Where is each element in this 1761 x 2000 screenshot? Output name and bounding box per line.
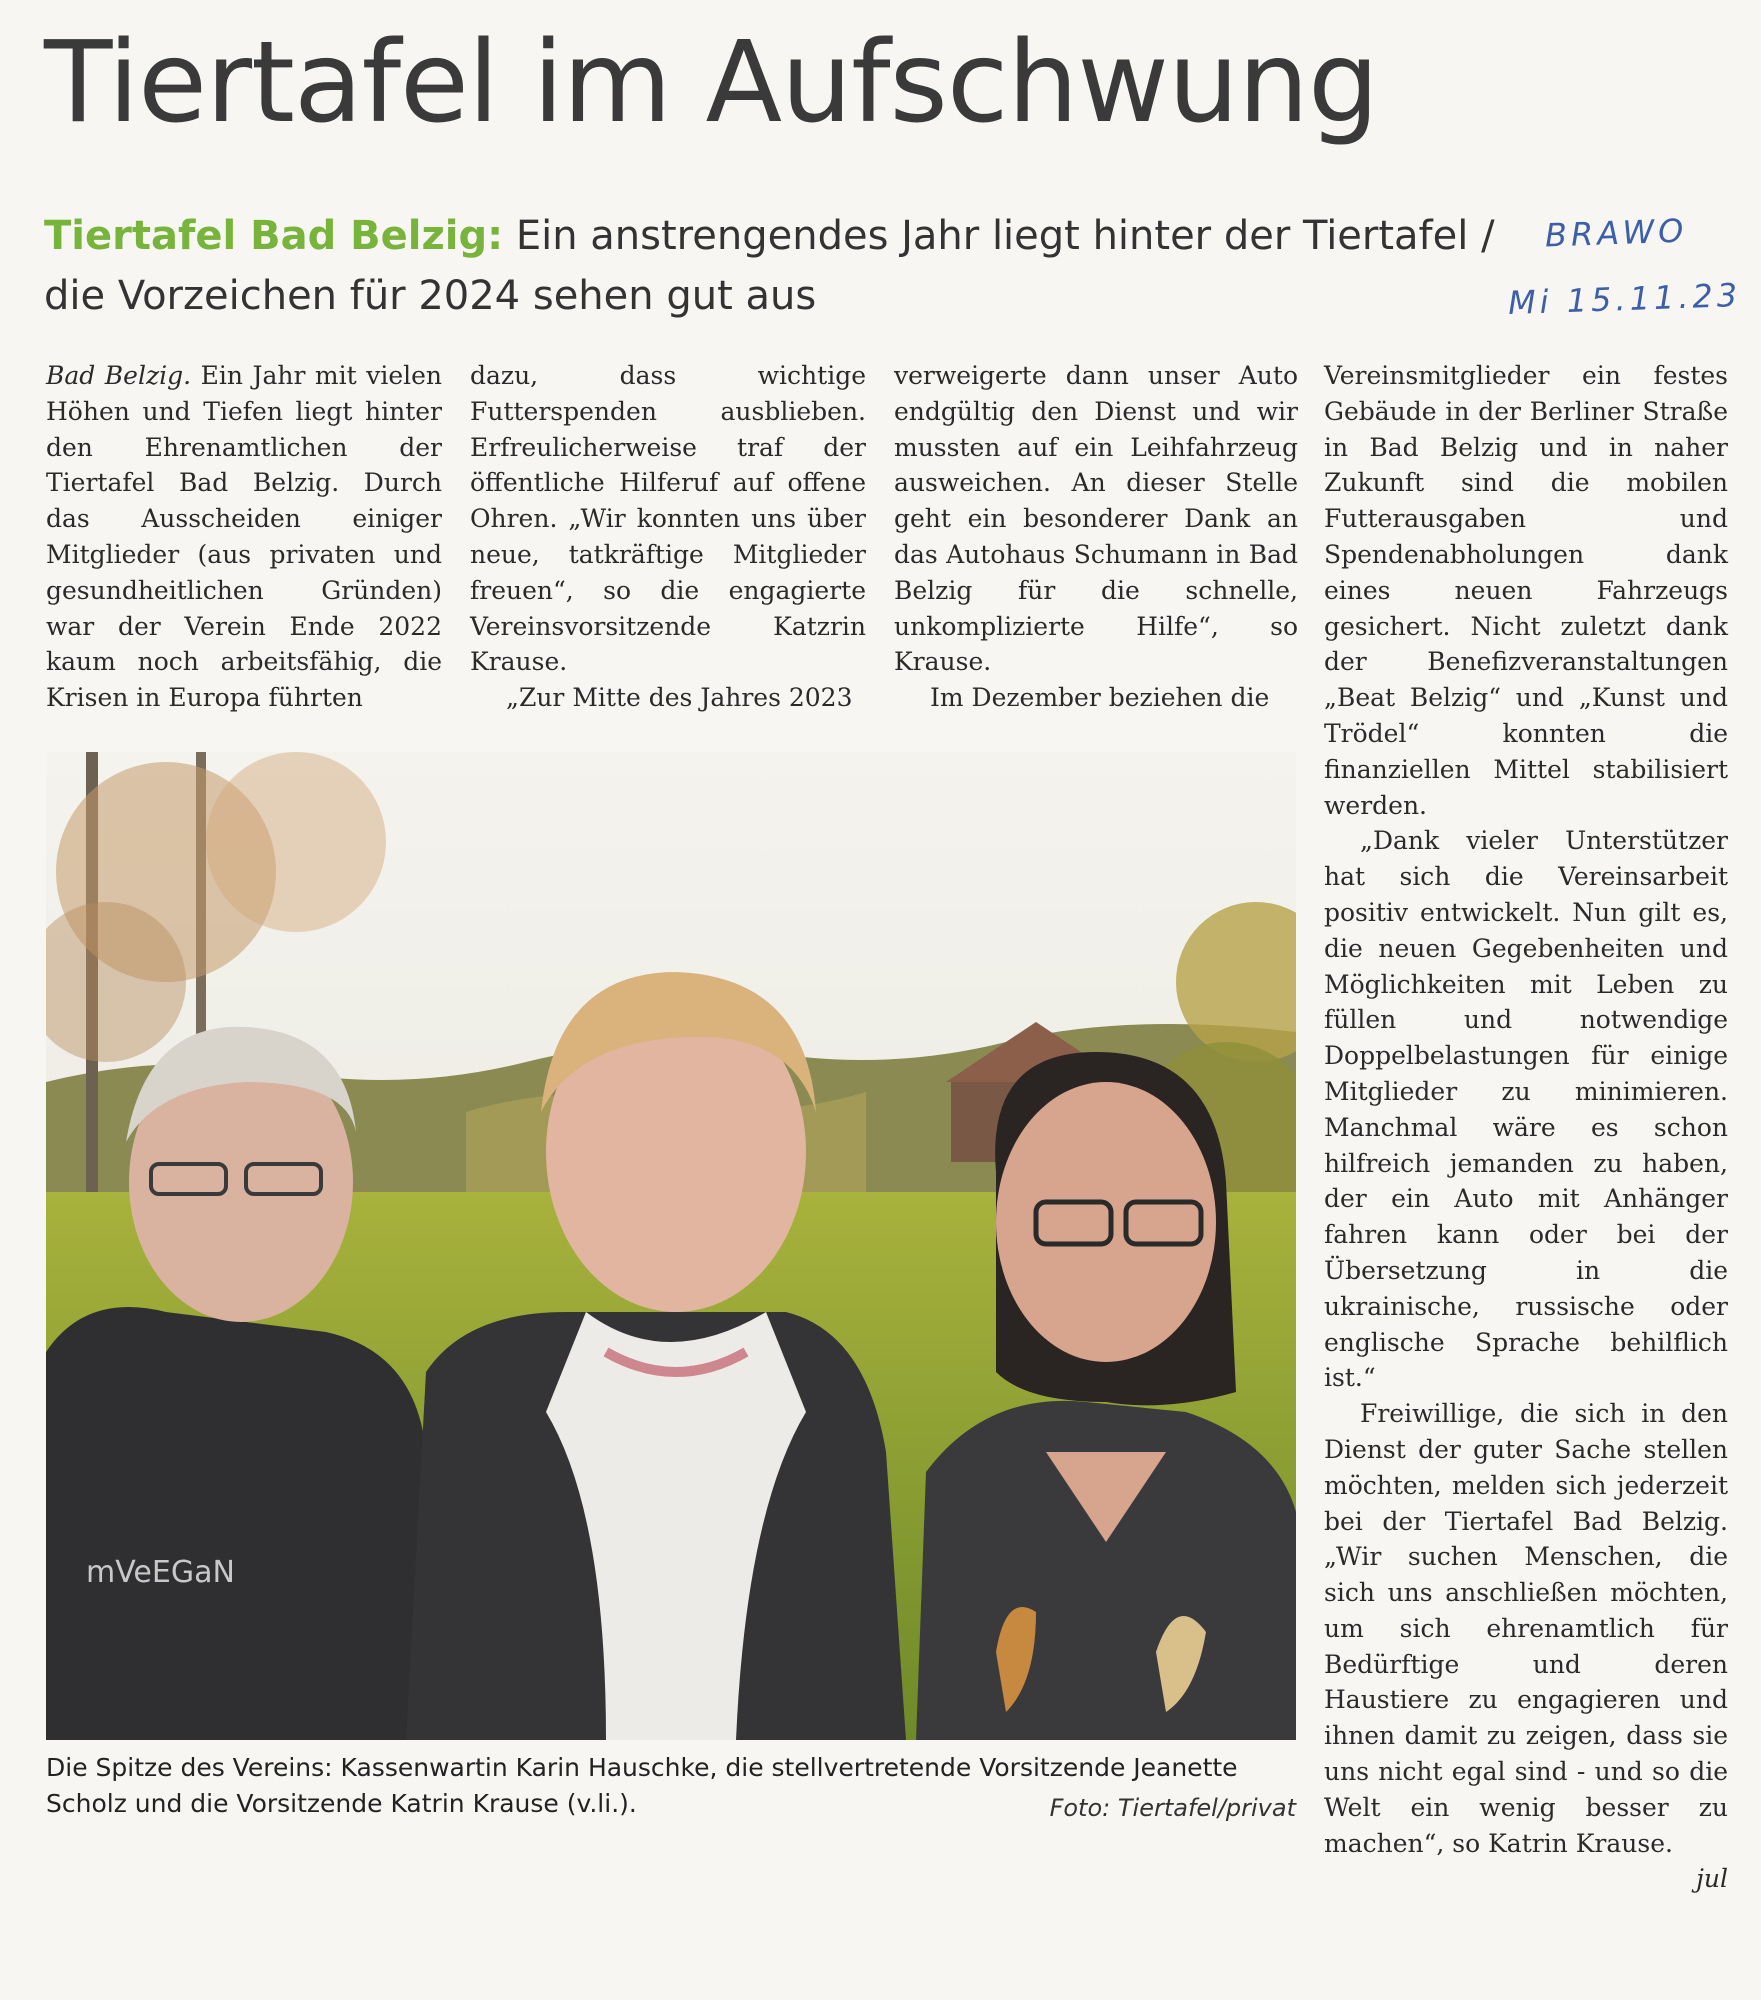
paragraph-text: Ein Jahr mit vielen Höhen und Tiefen liegt hinter den Ehrenamtlichen der Tiertafel Bad Belzig. Durch das Ausscheiden einiger Mitglieder (aus privaten und gesundheitlichen Gründen) war der Verein Ende 2022 kaum noch arbeitsfähig, die Krisen in Europa führten: [46, 361, 442, 713]
handwritten-date-note: Mi 15.11.23: [1507, 275, 1742, 323]
article-column-1: [46, 358, 442, 716]
paragraph: „Zur Mitte des Jahres 2023: [506, 683, 853, 713]
dateline: Bad Belzig.: [46, 361, 192, 390]
article-column-2: [470, 358, 866, 716]
photo-caption: Die Spitze des Vereins: Kassenwartin Karin Hauschke, die stellvertretende Vorsitzende Jeanette Scholz und die Vorsitzende Katrin Krause (v.li.).: [46, 1753, 1238, 1818]
headline: Tiertafel im Aufschwung: [44, 18, 1379, 148]
shirt-print: mVeEGaN: [86, 1555, 235, 1590]
article-column-4: [1324, 358, 1728, 1897]
kicker: Tiertafel Bad Belzig:: [44, 213, 504, 259]
photo-credit: Foto: Tiertafel/privat: [1049, 1794, 1296, 1822]
paragraph: [46, 358, 442, 716]
paragraph: dazu, dass wichtige Futterspenden ausblieben. Erfreulicherweise traf der öffentliche Hilferuf auf offene Ohren. „Wir konnten uns über neue, tatkräftige Mitglieder freuen“, so die engagierte Vereinsvorsitzende Katzrin Krause.: [470, 361, 866, 677]
paragraph: Im Dezember beziehen die: [930, 683, 1270, 713]
paragraph: „Dank vieler Unterstützer hat sich die Vereinsarbeit positiv entwickelt. Nun gilt es, die neuen Gegebenheiten und Möglichkeiten mit Leben zu füllen und notwendige Doppelbelastungen für einige Mitglieder zu minimieren. Manchmal wäre es schon hilfreich jemanden zu haben, der ein Auto mit Anhänger fahren kann oder bei der Übersetzung in die ukrainische, russische oder englische Sprache behilflich ist.“: [1324, 826, 1728, 1393]
article-photo: [46, 752, 1296, 1740]
paragraph-text: Freiwillige, die sich in den Dienst der guter Sache stellen möchten, melden sich jederzeit bei der Tiertafel Bad Belzig. „Wir suchen Menschen, die sich uns anschließen möchten, um sich ehrenamtlich für Bedürftige und deren Haustiere zu engagieren und ihnen damit zu zeigen, dass sie uns nicht egal sind - und so die Welt ein wenig besser zu machen“, so Katrin Krause.: [1324, 1399, 1728, 1858]
author-initials: jul: [1696, 1864, 1728, 1894]
photo-illustration: [46, 752, 1296, 1740]
subheadline-block: [44, 206, 1514, 326]
article-column-3: [894, 358, 1298, 716]
paragraph: Vereinsmitglieder ein festes Gebäude in der Berliner Straße in Bad Belzig und in naher Zukunft sind die mobilen Futterausgaben und Spendenabholungen dank eines neuen Fahrzeugs gesichert. Nicht zuletzt dank der Benefizveranstaltungen „Beat Belzig“ und „Kunst und Trödel“ konnten die finanziellen Mittel stabilisiert werden.: [1324, 361, 1728, 820]
subheadline: Ein anstrengendes Jahr liegt hinter der Tiertafel / die Vorzeichen für 2024 sehen gut aus: [44, 213, 1495, 319]
handwritten-source-note: BRAWO: [1544, 211, 1688, 255]
paragraph: verweigerte dann unser Auto endgültig den Dienst und wir mussten auf ein Leihfahrzeug ausweichen. An dieser Stelle geht ein besonderer Dank an das Autohaus Schumann in Bad Belzig für die schnelle, unkomplizierte Hilfe“, so Krause.: [894, 361, 1298, 677]
paragraph: [1324, 1396, 1728, 1894]
